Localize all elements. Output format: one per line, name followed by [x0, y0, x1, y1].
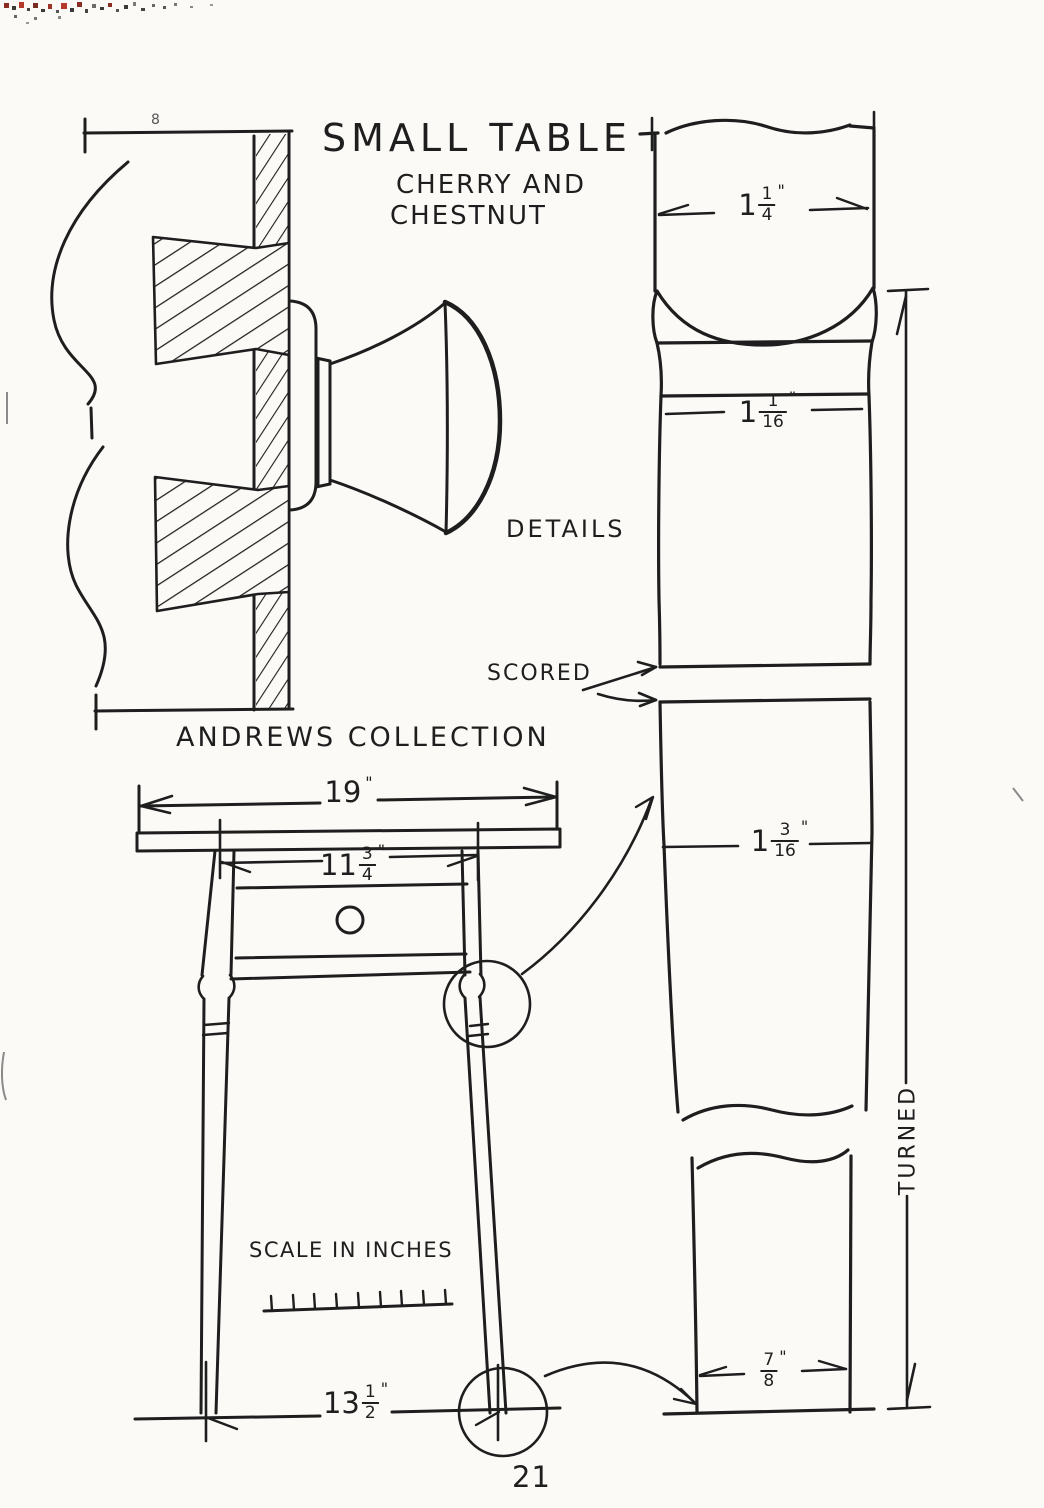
fraction-numerator: 1 [362, 1384, 379, 1404]
break-line [52, 162, 128, 404]
dim-leg-spread [322, 1379, 390, 1423]
leader-to-leg-mid [522, 798, 652, 974]
leader-to-leg-foot [545, 1363, 694, 1402]
dim-table-top-width [324, 773, 374, 809]
page-number: 21 [512, 1460, 551, 1494]
fraction [759, 186, 776, 224]
dim-value: 1 [738, 187, 757, 222]
fraction-denominator: 4 [761, 205, 773, 225]
fraction-numerator: 7 [760, 1352, 777, 1372]
mid-break-line [698, 1150, 848, 1168]
material-line-1: CHERRY AND [396, 170, 587, 200]
right-leg [462, 851, 481, 975]
collection-label: ANDREWS COLLECTION [176, 722, 550, 753]
inch-mark: " [777, 181, 786, 200]
scored-rings [660, 664, 870, 702]
inch-mark: " [365, 773, 374, 792]
turned-label: TURNED [895, 1084, 921, 1196]
scored-leaders [583, 662, 656, 706]
material-line-2: CHESTNUT [390, 201, 547, 231]
fraction [362, 1384, 379, 1422]
scored-label: SCORED [487, 661, 592, 686]
dim-value: 1 [750, 823, 770, 858]
knob-front [337, 907, 363, 933]
front-elevation [135, 782, 696, 1456]
leg-left-edge [659, 396, 661, 664]
fraction-numerator: 3 [359, 846, 376, 866]
dim-leg-foot [760, 1347, 788, 1391]
fraction-numerator: 1 [759, 186, 776, 206]
fraction [771, 822, 799, 860]
inch-mark: " [800, 817, 810, 836]
turned-leg-detail [640, 112, 930, 1414]
cove-curve [657, 288, 873, 345]
fraction-denominator: 4 [361, 865, 373, 885]
inch-mark: " [788, 388, 798, 407]
dim-value: 13 [322, 1385, 360, 1420]
fraction [359, 846, 376, 884]
details-label: DETAILS [506, 515, 626, 543]
page-title: SMALL TABLE [322, 116, 632, 160]
knob-profile [290, 301, 500, 533]
fraction-denominator: 16 [774, 841, 796, 861]
fraction [759, 393, 787, 431]
overall-length-line [906, 291, 907, 1406]
inch-mark: " [779, 1347, 788, 1366]
drawer-front-section [256, 134, 288, 710]
dim-leg-top [738, 181, 786, 225]
dim-leg-mid [750, 817, 810, 861]
inch-mark: " [377, 841, 387, 860]
dim-value: 1 [738, 394, 758, 429]
pencil-mark: 8 [151, 112, 160, 128]
break-line [68, 447, 106, 686]
dim-apron-width [319, 841, 387, 885]
fraction [760, 1352, 777, 1390]
scan-artifact-speckles [4, 2, 213, 24]
fraction-numerator: 3 [771, 822, 799, 842]
fraction-denominator: 16 [762, 412, 784, 432]
fraction-denominator: 2 [364, 1403, 376, 1423]
left-leg [202, 851, 234, 975]
scale-label: SCALE IN INCHES [249, 1238, 454, 1262]
fraction-denominator: 8 [763, 1371, 775, 1391]
upper-rail-section [153, 237, 289, 364]
dim-value: 19 [324, 775, 362, 809]
mid-break-line [683, 1105, 852, 1120]
dim-leg-neck [738, 388, 798, 432]
dim-value: 11 [319, 847, 357, 882]
lower-rail-section [155, 477, 289, 611]
section-detail [52, 119, 293, 729]
fraction-numerator: 1 [759, 393, 787, 413]
top-break-line [640, 120, 874, 134]
knob-dome [445, 302, 500, 533]
inch-mark: " [380, 1379, 390, 1398]
